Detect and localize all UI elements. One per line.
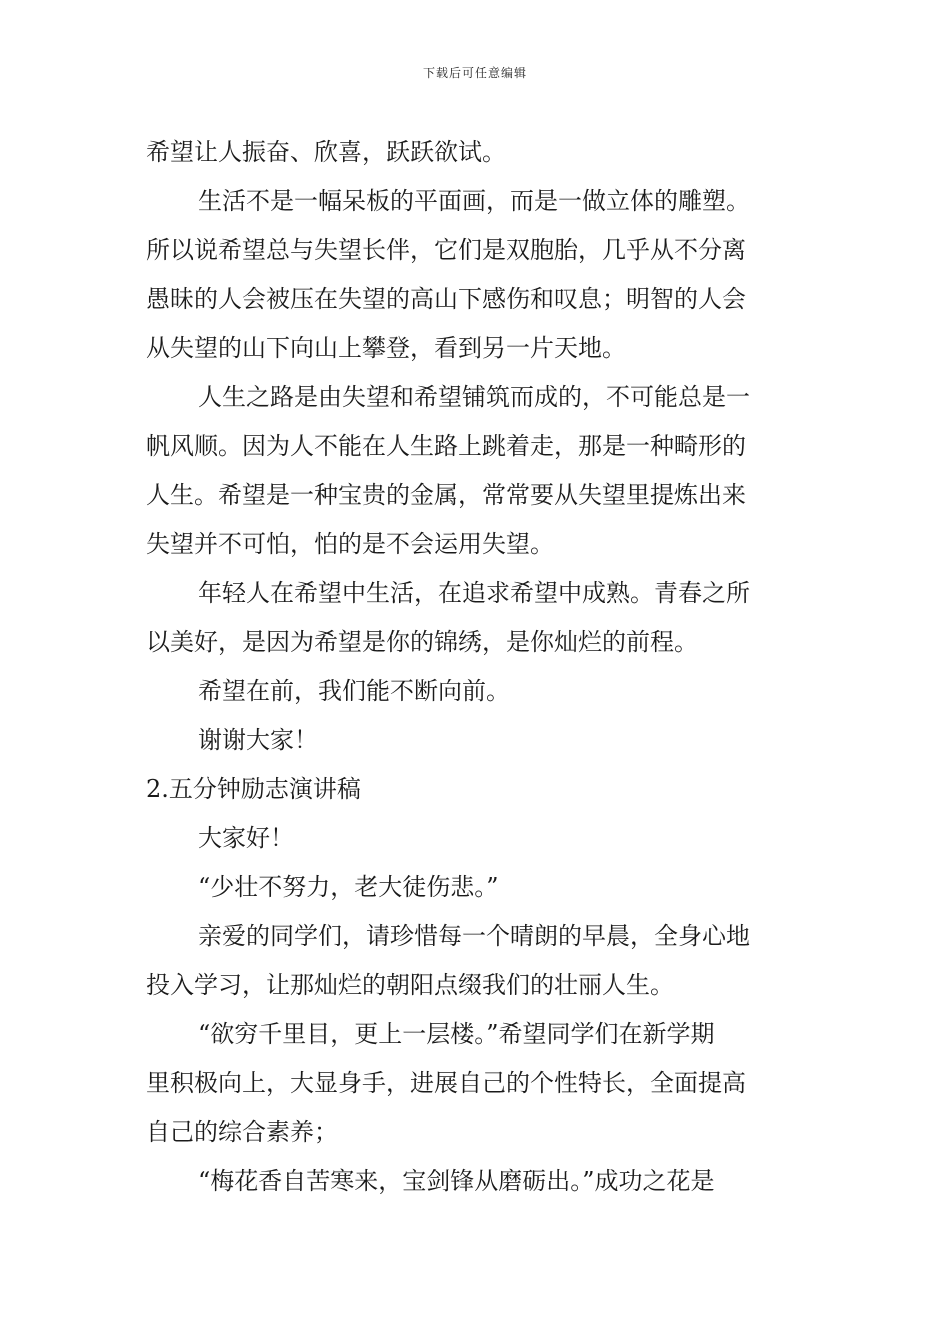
text-line: 自己的综合素养； <box>146 1118 338 1146</box>
text-line: 年轻人在希望中生活，在追求希望中成熟。青春之所 <box>198 579 750 607</box>
text-line: 从失望的山下向山上攀登，看到另一片天地。 <box>146 334 626 362</box>
text-line: 希望让人振奋、欣喜，跃跃欲试。 <box>146 138 506 166</box>
text-line: 里积极向上，大显身手，进展自己的个性特长，全面提高 <box>146 1069 746 1097</box>
text-line: 所以说希望总与失望长伴，它们是双胞胎，几乎从不分离 <box>146 236 746 264</box>
section-heading: 2.五分钟励志演讲稿 <box>146 775 361 803</box>
text-line: 帆风顺。因为人不能在人生路上跳着走，那是一种畸形的 <box>146 432 746 460</box>
quote-line: “少壮不努力，老大徒伤悲。” <box>198 873 499 901</box>
text-line: 希望在前，我们能不断向前。 <box>198 677 510 705</box>
text-line: 人生。希望是一种宝贵的金属，常常要从失望里提炼出来 <box>146 481 746 509</box>
text-line: 以美好，是因为希望是你的锦绣，是你灿烂的前程。 <box>146 628 698 656</box>
document-body <box>146 128 810 1206</box>
text-line: 投入学习，让那灿烂的朝阳点缀我们的壮丽人生。 <box>146 971 674 999</box>
text-line: 谢谢大家！ <box>198 726 318 754</box>
text-line: 愚昧的人会被压在失望的高山下感伤和叹息；明智的人会 <box>146 285 746 313</box>
quote-line: “梅花香自苦寒来，宝剑锋从磨砺出。”成功之花是 <box>198 1167 715 1195</box>
text-line: 生活不是一幅呆板的平面画，而是一做立体的雕塑。 <box>198 187 750 215</box>
text-line: 大家好！ <box>198 824 294 852</box>
page-header: 下载后可任意编辑 <box>422 66 527 80</box>
text-line: 人生之路是由失望和希望铺筑而成的，不可能总是一 <box>198 383 750 411</box>
text-line: 失望并不可怕，怕的是不会运用失望。 <box>146 530 554 558</box>
text-line: 亲爱的同学们，请珍惜每一个晴朗的早晨，全身心地 <box>198 922 750 950</box>
quote-line: “欲穷千里目，更上一层楼。”希望同学们在新学期 <box>198 1020 715 1048</box>
